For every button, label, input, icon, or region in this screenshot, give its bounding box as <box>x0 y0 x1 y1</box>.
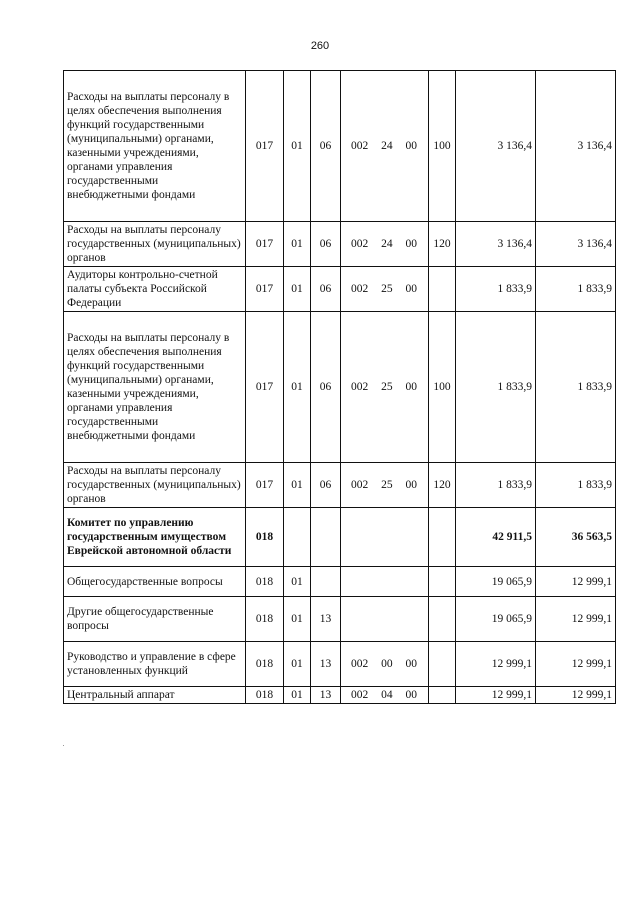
section-code: 01 <box>284 642 311 687</box>
subsection-code: 13 <box>311 642 341 687</box>
article-part-b: 25 <box>381 283 393 295</box>
article-part-a: 002 <box>351 283 369 295</box>
ministry-code: 017 <box>246 463 284 508</box>
amount-col-1: 12 999,1 <box>456 687 536 704</box>
table-row <box>64 508 616 567</box>
subsection-code: 13 <box>311 597 341 642</box>
row-name: Аудиторы контрольно-счетной палаты субъекта Российской Федерации <box>64 267 246 312</box>
article-part-c: 00 <box>405 381 417 393</box>
article-part-c: 00 <box>405 238 417 250</box>
budget-table <box>63 70 616 704</box>
article-code <box>341 687 429 704</box>
section-code: 01 <box>284 567 311 597</box>
amount-col-1: 19 065,9 <box>456 597 536 642</box>
article-code <box>341 267 429 312</box>
expense-type-code <box>429 267 456 312</box>
ministry-code: 018 <box>246 597 284 642</box>
ministry-code: 017 <box>246 222 284 267</box>
expense-type-code <box>429 567 456 597</box>
amount-col-1: 1 833,9 <box>456 463 536 508</box>
ministry-code: 018 <box>246 687 284 704</box>
row-name: Руководство и управление в сфере установленных функций <box>64 642 246 687</box>
article-code <box>341 597 429 642</box>
subsection-code: 06 <box>311 312 341 463</box>
expense-type-code: 100 <box>429 71 456 222</box>
expense-type-code <box>429 642 456 687</box>
article-code <box>341 642 429 687</box>
amount-col-2: 12 999,1 <box>536 597 616 642</box>
amount-col-2: 3 136,4 <box>536 71 616 222</box>
article-code <box>341 508 429 567</box>
expense-type-code <box>429 508 456 567</box>
article-part-c: 00 <box>405 689 417 701</box>
amount-col-2: 12 999,1 <box>536 642 616 687</box>
section-code: 01 <box>284 71 311 222</box>
amount-col-1: 1 833,9 <box>456 312 536 463</box>
table-row <box>64 687 616 704</box>
article-part-b: 04 <box>381 689 393 701</box>
ministry-code: 018 <box>246 642 284 687</box>
table-row <box>64 463 616 508</box>
amount-col-2: 1 833,9 <box>536 312 616 463</box>
section-code: 01 <box>284 597 311 642</box>
ministry-code: 017 <box>246 312 284 463</box>
section-code: 01 <box>284 463 311 508</box>
section-code: 01 <box>284 222 311 267</box>
article-part-a: 002 <box>351 238 369 250</box>
section-code: 01 <box>284 687 311 704</box>
subsection-code <box>311 508 341 567</box>
amount-col-1: 12 999,1 <box>456 642 536 687</box>
amount-col-2: 3 136,4 <box>536 222 616 267</box>
article-code <box>341 312 429 463</box>
article-code <box>341 463 429 508</box>
article-part-a: 002 <box>351 381 369 393</box>
article-part-a: 002 <box>351 658 369 670</box>
section-code <box>284 508 311 567</box>
table-row <box>64 597 616 642</box>
page-number: 260 <box>310 40 330 52</box>
amount-col-1: 3 136,4 <box>456 71 536 222</box>
article-part-c: 00 <box>405 283 417 295</box>
article-part-c: 00 <box>405 479 417 491</box>
subsection-code <box>311 567 341 597</box>
article-part-a: 002 <box>351 140 369 152</box>
row-name: Расходы на выплаты персоналу в целях обеспечения выполнения функций государственными (муниципальными) органами, казенными учреждениями, органами управления государственными внебюджетными фондами <box>64 312 246 463</box>
scan-mark <box>63 745 64 746</box>
table-row <box>64 567 616 597</box>
subsection-code: 06 <box>311 267 341 312</box>
row-name: Комитет по управлению государственным имуществом Еврейской автономной области <box>64 508 246 567</box>
table-row <box>64 267 616 312</box>
article-part-b: 24 <box>381 238 393 250</box>
subsection-code: 06 <box>311 463 341 508</box>
amount-col-2: 36 563,5 <box>536 508 616 567</box>
subsection-code: 13 <box>311 687 341 704</box>
article-part-a: 002 <box>351 689 369 701</box>
row-name: Другие общегосударственные вопросы <box>64 597 246 642</box>
article-part-c: 00 <box>405 140 417 152</box>
section-code: 01 <box>284 312 311 463</box>
ministry-code: 017 <box>246 71 284 222</box>
subsection-code: 06 <box>311 222 341 267</box>
table-body <box>64 71 616 704</box>
amount-col-1: 19 065,9 <box>456 567 536 597</box>
article-part-b: 25 <box>381 381 393 393</box>
expense-type-code: 100 <box>429 312 456 463</box>
amount-col-2: 1 833,9 <box>536 267 616 312</box>
article-part-c: 00 <box>405 658 417 670</box>
amount-col-2: 12 999,1 <box>536 567 616 597</box>
section-code: 01 <box>284 267 311 312</box>
subsection-code: 06 <box>311 71 341 222</box>
ministry-code: 018 <box>246 567 284 597</box>
expense-type-code <box>429 597 456 642</box>
article-part-a: 002 <box>351 479 369 491</box>
article-part-b: 24 <box>381 140 393 152</box>
amount-col-1: 1 833,9 <box>456 267 536 312</box>
article-code <box>341 567 429 597</box>
amount-col-1: 42 911,5 <box>456 508 536 567</box>
row-name: Расходы на выплаты персоналу государственных (муниципальных) органов <box>64 463 246 508</box>
expense-type-code: 120 <box>429 222 456 267</box>
ministry-code: 017 <box>246 267 284 312</box>
expense-type-code <box>429 687 456 704</box>
article-part-b: 00 <box>381 658 393 670</box>
table-row <box>64 222 616 267</box>
row-name: Расходы на выплаты персоналу государственных (муниципальных) органов <box>64 222 246 267</box>
row-name: Общегосударственные вопросы <box>64 567 246 597</box>
table-row <box>64 642 616 687</box>
amount-col-1: 3 136,4 <box>456 222 536 267</box>
article-code <box>341 222 429 267</box>
expense-type-code: 120 <box>429 463 456 508</box>
amount-col-2: 12 999,1 <box>536 687 616 704</box>
table-row <box>64 71 616 222</box>
row-name: Центральный аппарат <box>64 687 246 704</box>
ministry-code: 018 <box>246 508 284 567</box>
article-code <box>341 71 429 222</box>
table-row <box>64 312 616 463</box>
row-name: Расходы на выплаты персоналу в целях обеспечения выполнения функций государственными (муниципальными) органами, казенными учреждениями, органами управления государственными внебюджетными фондами <box>64 71 246 222</box>
amount-col-2: 1 833,9 <box>536 463 616 508</box>
article-part-b: 25 <box>381 479 393 491</box>
